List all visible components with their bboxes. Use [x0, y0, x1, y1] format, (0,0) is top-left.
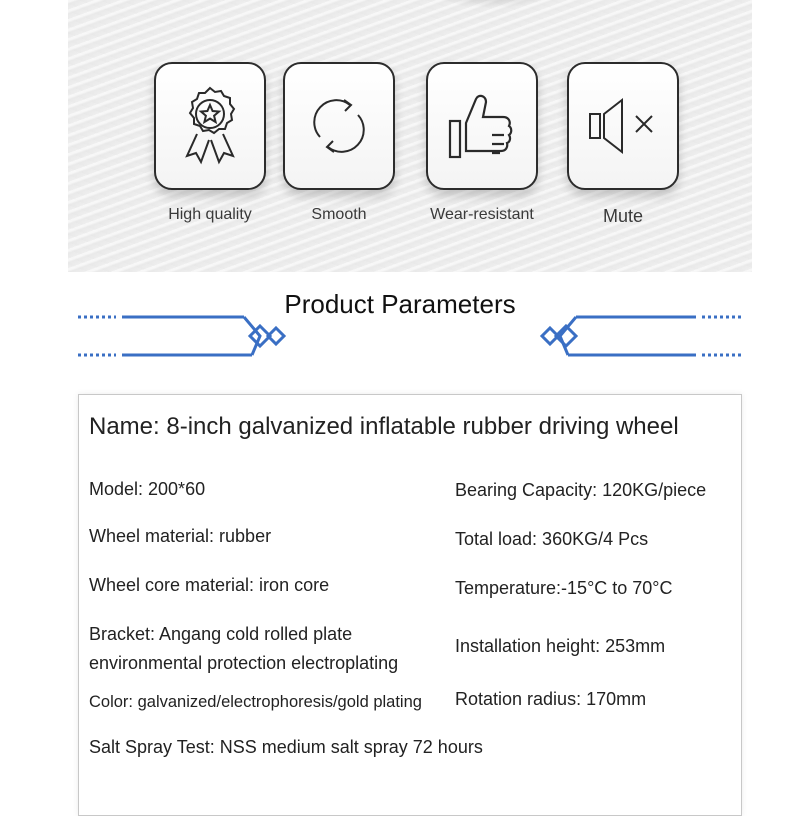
rotate-arrows-icon	[306, 93, 372, 159]
param-core-material: Wheel core material: iron core	[89, 575, 330, 595]
param-total-load: Total load: 360KG/4 Pcs	[455, 529, 649, 549]
param-bracket: Bracket: Angang cold rolled plate	[89, 624, 353, 644]
feature-high-quality	[140, 62, 280, 224]
features-banner	[68, 0, 752, 272]
heading-decoration-right	[524, 310, 744, 360]
feature-smooth	[269, 62, 409, 224]
param-salt-spray: Salt Spray Test: NSS medium salt spray 72 hours	[89, 737, 483, 757]
feature-label: Smooth	[311, 206, 367, 223]
award-ribbon-icon	[175, 84, 245, 168]
product-shadow	[428, 0, 558, 8]
param-installation-height: Installation height: 253mm	[455, 636, 666, 656]
param-color: Color: galvanized/electrophoresis/gold plating	[89, 693, 422, 711]
speaker-mute-icon	[586, 96, 660, 156]
feature-mute	[553, 62, 693, 227]
param-rotation-radius: Rotation radius: 170mm	[455, 689, 647, 709]
feature-label: Wear-resistant	[430, 206, 534, 223]
param-bracket-finish: environmental protection electroplating	[89, 653, 399, 673]
param-temperature: Temperature:-15°C to 70°C	[455, 578, 673, 598]
heading-decoration-left	[76, 310, 292, 360]
product-name: Name: 8-inch galvanized inflatable rubber driving wheel	[89, 413, 679, 440]
feature-icon-box	[567, 62, 679, 190]
param-bearing-capacity: Bearing Capacity: 120KG/piece	[455, 480, 707, 500]
parameters-panel	[78, 394, 742, 816]
feature-label: High quality	[168, 206, 252, 223]
feature-label: Mute	[602, 206, 644, 226]
feature-icon-box	[154, 62, 266, 190]
thumbs-up-icon	[446, 89, 518, 163]
param-wheel-material: Wheel material: rubber	[89, 526, 272, 546]
feature-icon-box	[426, 62, 538, 190]
param-model: Model: 200*60	[89, 479, 206, 499]
section-title: Product Parameters	[284, 289, 516, 319]
feature-wear-resistant	[412, 62, 552, 224]
feature-icon-box	[283, 62, 395, 190]
